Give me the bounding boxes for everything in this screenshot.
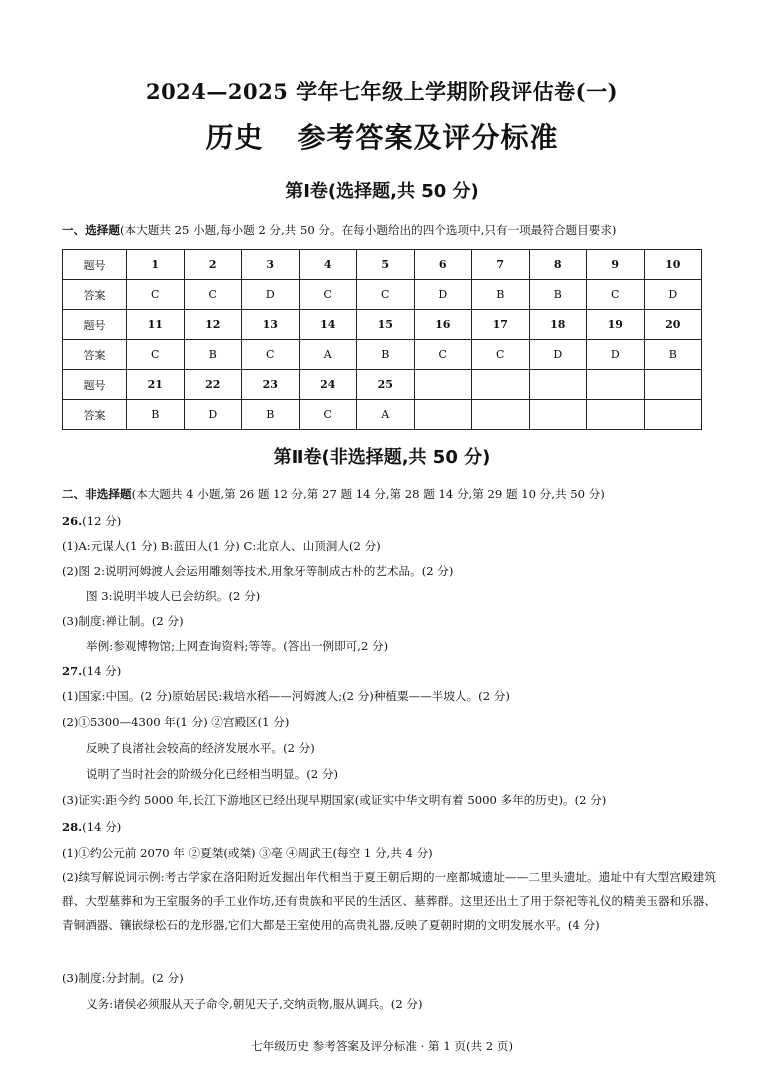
answer-cell: A xyxy=(357,400,415,430)
q27-line-1: (1)国家:中国。(2 分)原始居民:栽培水稻——河姆渡人;(2 分)种植粟——半坡人。(2 分) xyxy=(62,689,510,703)
answer-cell: C xyxy=(299,400,357,430)
question-number-cell: 22 xyxy=(184,370,242,400)
question-number-cell: 13 xyxy=(242,310,300,340)
question-number-cell: 1 xyxy=(127,250,185,280)
question-number-cell xyxy=(644,370,702,400)
answer-cell xyxy=(472,400,530,430)
answer-row xyxy=(63,340,702,370)
part2-instructions-text: (本大题共 4 小题,第 26 题 12 分,第 27 题 14 分,第 28 题 14 分,第 29 题 10 分,共 50 分) xyxy=(131,487,605,501)
answer-label: 答案 xyxy=(63,400,127,430)
answer-cell: D xyxy=(184,400,242,430)
question-number-cell: 23 xyxy=(242,370,300,400)
question-number-cell: 11 xyxy=(127,310,185,340)
answer-cell: C xyxy=(299,280,357,310)
question-number-cell xyxy=(414,370,472,400)
answer-cell xyxy=(644,400,702,430)
answer-cell: C xyxy=(587,280,645,310)
question-number-cell: 5 xyxy=(357,250,415,280)
question-number-row xyxy=(63,370,702,400)
question-number-cell: 12 xyxy=(184,310,242,340)
q28-line-1: (1)①约公元前 2070 年 ②夏桀(或桀) ③亳 ④周武王(每空 1 分,共 4 分) xyxy=(62,846,433,860)
question-number-cell xyxy=(472,370,530,400)
question-number-label: 题号 xyxy=(63,370,127,400)
question-number-cell: 3 xyxy=(242,250,300,280)
answer-cell: D xyxy=(242,280,300,310)
q27-line-5: (3)证实:距今约 5000 年,长江下游地区已经出现早期国家(或证实中华文明有着 5000 多年的历史)。(2 分) xyxy=(62,793,607,807)
question-number-label: 题号 xyxy=(63,310,127,340)
question-number-cell xyxy=(529,370,587,400)
q27-number: 27. xyxy=(62,664,83,678)
answer-label: 答案 xyxy=(63,280,127,310)
answer-cell: D xyxy=(587,340,645,370)
question-number-row xyxy=(63,250,702,280)
answer-row xyxy=(63,400,702,430)
answer-cell xyxy=(414,400,472,430)
part1-heading: 第Ⅰ卷(选择题,共 50 分) xyxy=(285,181,479,202)
answer-cell: B xyxy=(644,340,702,370)
q27-line-3: 反映了良渚社会较高的经济发展水平。(2 分) xyxy=(86,741,315,755)
answer-row xyxy=(63,280,702,310)
question-number-cell: 25 xyxy=(357,370,415,400)
q27-score: (14 分) xyxy=(82,664,122,678)
question-number-cell: 19 xyxy=(587,310,645,340)
q26-line-4: (3)制度:禅让制。(2 分) xyxy=(62,614,184,628)
q27-line-2: (2)①5300—4300 年(1 分) ②宫殿区(1 分) xyxy=(62,715,290,729)
question-number-cell xyxy=(587,370,645,400)
question-number-cell: 9 xyxy=(587,250,645,280)
q26-number: 26. xyxy=(62,514,83,528)
question-number-cell: 16 xyxy=(414,310,472,340)
question-number-cell: 24 xyxy=(299,370,357,400)
question-number-label: 题号 xyxy=(63,250,127,280)
part1-instructions-label: 一、选择题 xyxy=(62,223,120,237)
q28-header xyxy=(62,819,121,835)
question-number-cell: 7 xyxy=(472,250,530,280)
answer-table xyxy=(62,249,702,430)
answer-cell: C xyxy=(414,340,472,370)
answer-cell: B xyxy=(184,340,242,370)
answer-cell: B xyxy=(127,400,185,430)
question-number-cell: 4 xyxy=(299,250,357,280)
subject-name: 历史 xyxy=(205,121,264,154)
answer-cell: D xyxy=(414,280,472,310)
q28-line-2: (2)续写解说词示例:考古学家在洛阳附近发掘出年代相当于夏王朝后期的一座都城遗址——二里头遗址。遗址中有大型宫殿建筑群、大型墓葬和为王室服务的手工业作坊,还有贵族和平民的生活区、墓葬群。这里还出土了用于祭祀等礼仪的精美玉器和乐器、青铜酒器、镶嵌绿松石的龙形器,它们大都是王室使用的高贵礼器,反映了夏朝时期的文明发展水平。(4 分) xyxy=(62,870,716,932)
answer-cell: C xyxy=(472,340,530,370)
part2-heading: 第Ⅱ卷(非选择题,共 50 分) xyxy=(273,447,491,468)
answer-cell: D xyxy=(644,280,702,310)
question-number-cell: 8 xyxy=(529,250,587,280)
answer-cell: A xyxy=(299,340,357,370)
answer-cell: C xyxy=(357,280,415,310)
question-number-cell: 21 xyxy=(127,370,185,400)
page-footer: 七年级历史 参考答案及评分标准 · 第 1 页(共 2 页) xyxy=(251,1039,513,1053)
q26-line-2: (2)图 2:说明河姆渡人会运用雕刻等技术,用象牙等制成古朴的艺术品。(2 分) xyxy=(62,564,454,578)
answer-key-label: 参考答案及评分标准 xyxy=(297,121,559,154)
answer-cell: C xyxy=(127,340,185,370)
part2-instructions-label: 二、非选择题 xyxy=(62,487,132,501)
answer-label: 答案 xyxy=(63,340,127,370)
question-number-cell: 2 xyxy=(184,250,242,280)
question-number-cell: 15 xyxy=(357,310,415,340)
answer-cell xyxy=(587,400,645,430)
question-number-cell: 10 xyxy=(644,250,702,280)
q26-line-5: 举例:参观博物馆;上网查询资料;等等。(答出一例即可,2 分) xyxy=(86,639,389,653)
q26-line-1: (1)A:元谋人(1 分) B:蓝田人(1 分) C:北京人、山顶洞人(2 分) xyxy=(62,539,381,553)
part2-instructions xyxy=(62,486,605,502)
q26-score: (12 分) xyxy=(82,514,122,528)
answer-cell xyxy=(529,400,587,430)
question-number-cell: 20 xyxy=(644,310,702,340)
q28-line-3: (3)制度:分封制。(2 分) xyxy=(62,971,184,985)
q26-header xyxy=(62,513,121,529)
exam-subtitle xyxy=(0,116,764,156)
part1-instructions-text: (本大题共 25 小题,每小题 2 分,共 50 分。在每小题给出的四个选项中,只有一项最符合题目要求) xyxy=(119,223,617,237)
q26-line-3: 图 3:说明半坡人已会纺织。(2 分) xyxy=(86,589,261,603)
q28-line-4: 义务:诸侯必须服从天子命令,朝见天子,交纳贡物,服从调兵。(2 分) xyxy=(86,997,423,1011)
question-number-row xyxy=(63,310,702,340)
q27-header xyxy=(62,663,121,679)
q27-line-4: 说明了当时社会的阶级分化已经相当明显。(2 分) xyxy=(86,767,338,781)
answer-cell: C xyxy=(127,280,185,310)
question-number-cell: 14 xyxy=(299,310,357,340)
q28-number: 28. xyxy=(62,820,83,834)
answer-cell: C xyxy=(184,280,242,310)
answer-cell: D xyxy=(529,340,587,370)
q28-score: (14 分) xyxy=(82,820,122,834)
question-number-cell: 18 xyxy=(529,310,587,340)
answer-cell: B xyxy=(242,400,300,430)
answer-cell: B xyxy=(357,340,415,370)
question-number-cell: 6 xyxy=(414,250,472,280)
answer-cell: B xyxy=(472,280,530,310)
part1-instructions xyxy=(62,222,616,238)
exam-title: 2024—2025 学年七年级上学期阶段评估卷(一) xyxy=(145,79,619,104)
answer-cell: B xyxy=(529,280,587,310)
answer-cell: C xyxy=(242,340,300,370)
question-number-cell: 17 xyxy=(472,310,530,340)
